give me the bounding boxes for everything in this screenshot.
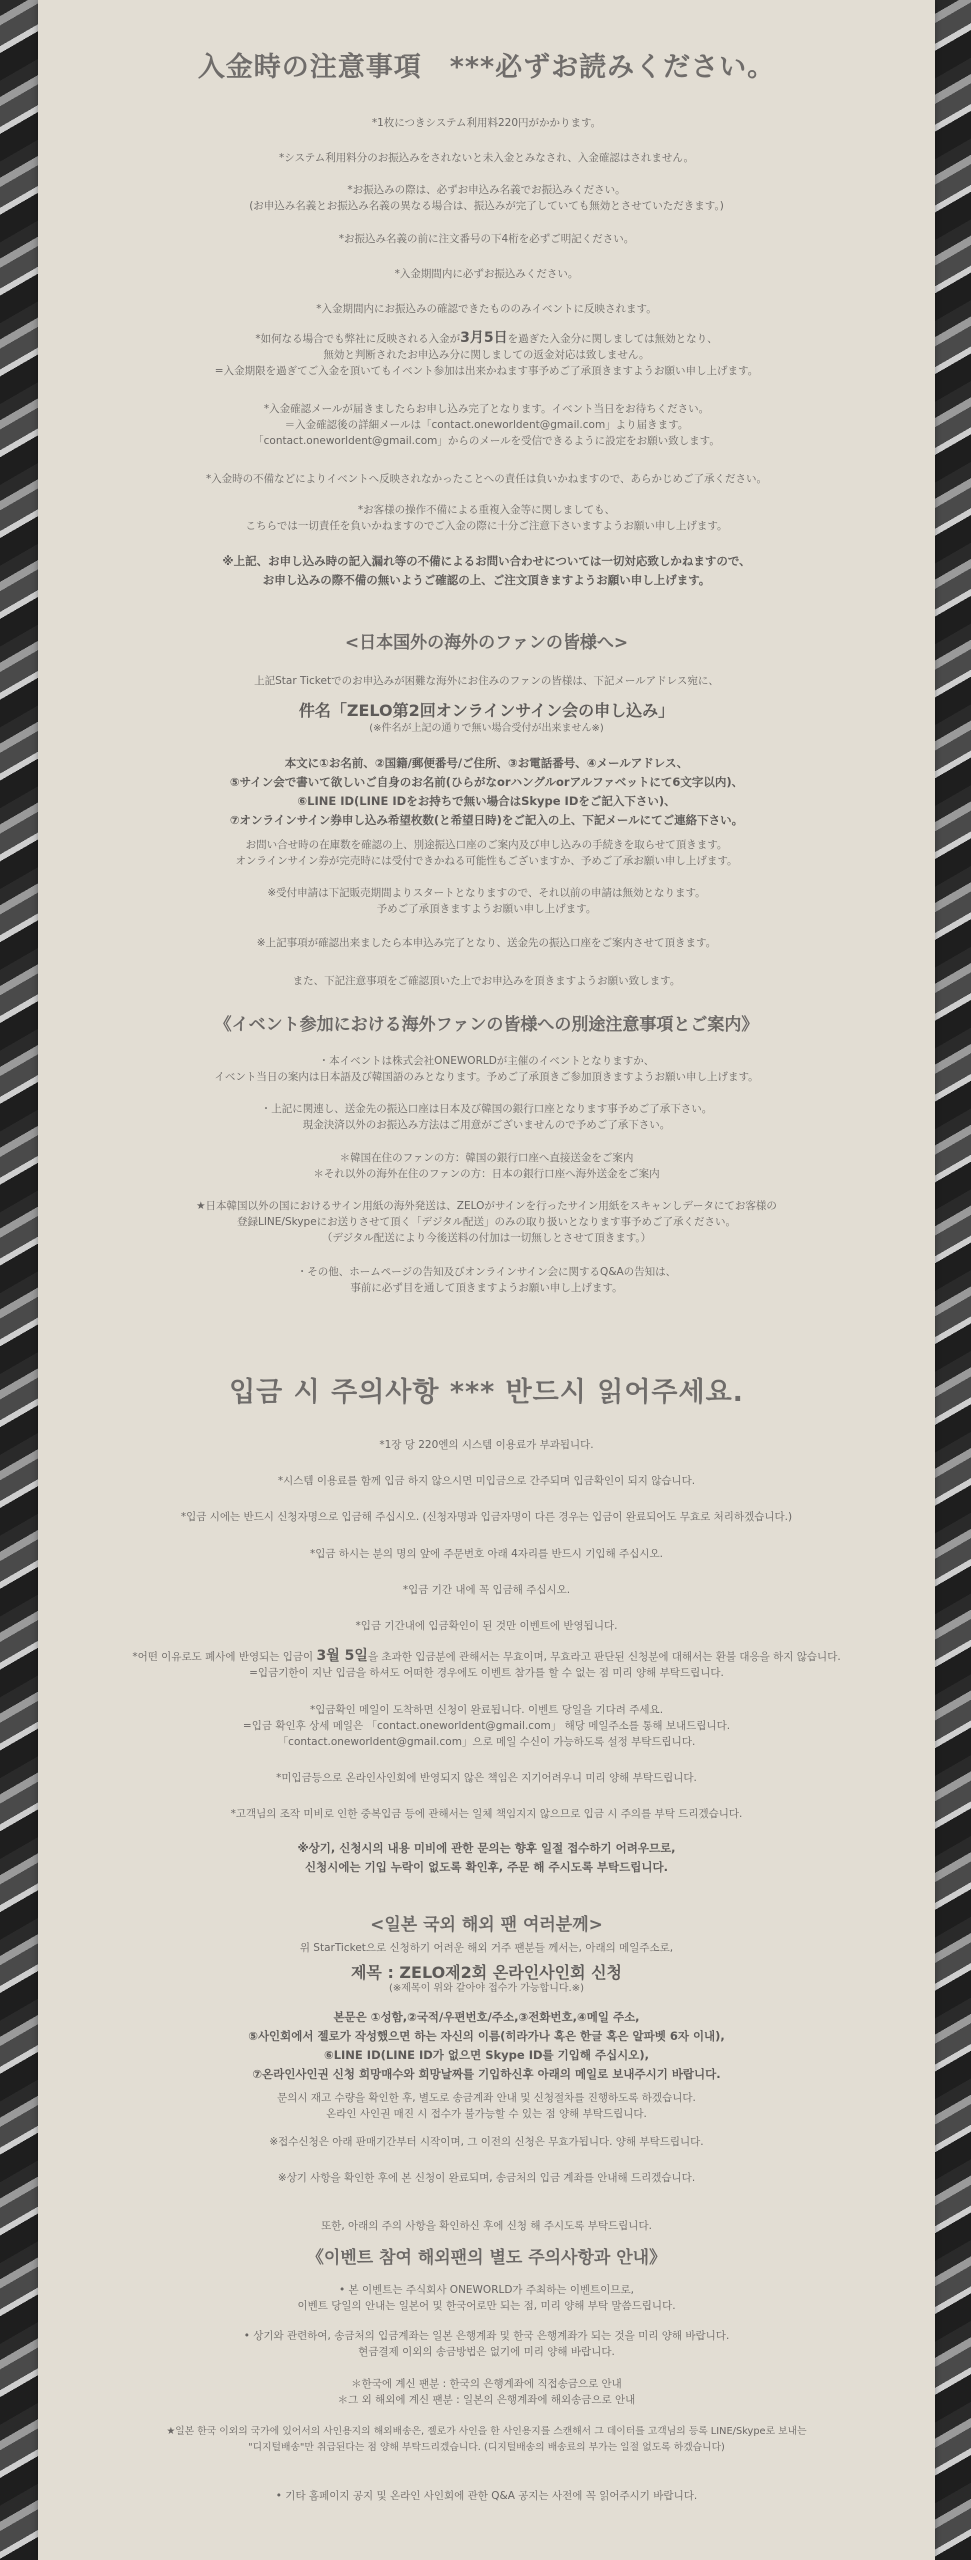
kr-p3-block [38, 1509, 935, 1525]
jp-p7-pre: *如何なる場合でも弊社に反映される入金が [255, 333, 461, 345]
jp-p7-post: を過ぎた入金分に関しましては無効となり、 無効と判断されたお申込み分に関しましての返金対応は致しません。 =入金期限を過ぎてご入金を頂いてもイベント参加は出来かねます事予めご了承頂きますようお願い申し上げます。 [214, 333, 759, 377]
kr-p2-block [38, 1473, 935, 1489]
jp-e3: ＊韓国在住のファンの方：韓国の銀行口座へ直接送金をご案内 ＊それ以外の海外在住のファンの方：日本の銀行口座へ海外送金をご案内 [313, 1152, 660, 1180]
jp-e3-block [38, 1150, 935, 1182]
jp-p8-block [38, 401, 935, 449]
jp-overseas-title: <日本国外の海外のファンの皆様へ> [344, 633, 629, 653]
jp-p8: *入金確認メールが届きましたらお申し込み完了となります。イベント当日をお待ちください。 ＝入金確認後の詳細メールは「contact.oneworldent@gmail.com」より届きます。 「contact.oneworldent@gmail.com」からのメールを受信できるように設定をお願い致します。 [253, 403, 720, 447]
jp-e2: ・上記に関連し、送金先の振込口座は日本及び韓国の銀行口座となります事予めご了承下さい。 現金決済以外のお振込み方法はご用意がございませんので予めご了承下さい。 [260, 1103, 713, 1131]
jp-o1: 上記Star Ticketでのお申込みが困難な海外にお住みのファンの皆様は、下記メールアドレス宛に、 [254, 675, 719, 687]
kr-o1: 위 StarTicket으로 신청하기 어려운 해외 거주 팬분들 께서는, 아래의 메일주소로, [299, 1942, 674, 1954]
kr-p10: *고객님의 조작 미비로 인한 중복입금 등에 관해서는 일체 책임지지 않으므로 입금 시 주의를 부탁 드리겠습니다. [230, 1808, 743, 1820]
jp-e4-block [38, 1198, 935, 1246]
jp-e5: ・その他、ホームページの告知及びオンラインサイン会に関するQ&Aの告知は、 事前に必ず目を通して頂きますようお願い申し上げます。 [296, 1266, 677, 1294]
jp-o6: ※受付申請は下記販売期間よりスタートとなりますので、それ以前の申請は無効となります。 予めご了承頂きますようお願い申し上げます。 [267, 887, 706, 915]
kr-o3-block [38, 1982, 935, 1996]
kr-e4-block [38, 2424, 935, 2456]
kr-e5-block [38, 2488, 935, 2504]
background-texture-left [0, 0, 40, 2560]
kr-p7-block [38, 1648, 935, 1681]
jp-p2-block [38, 150, 935, 166]
kr-e2-block [38, 2328, 935, 2360]
jp-event-title-block [38, 1010, 935, 1035]
jp-o2-block [38, 698, 935, 721]
jp-e4: ★日本韓国以外の国におけるサイン用紙の海外発送は、ZELOがサインを行ったサイン用紙をスキャンしデータにてお客様の 登録LINE/Skypeにお送りさせて頂く「デジタル配送」のみの取り扱いとなります事予めご了承ください。 （デジタル配送により今後送料の付加は一切無しとさせて頂きます。） [196, 1200, 777, 1244]
jp-p9-block [38, 471, 935, 487]
jp-p11: ※上記、お申し込み時の記入漏れ等の不備によるお問い合わせについては一切対応致しかねますので、 お申し込みの際不備の無いようご確認の上、ご注文頂きますようお願い申し上げます。 [222, 554, 751, 587]
kr-overseas-title: <일본 국외 해외 팬 여러분께> [370, 1915, 603, 1935]
kr-e3: ＊한국에 계신 팬분 : 한국의 은행계좌에 직접송금으로 안내 ＊그 외 해외에 계신 팬분 : 일본의 은행계좌에 해외송금으로 안내 [337, 2378, 636, 2406]
jp-p7-date: 3月5日 [460, 330, 508, 346]
kr-p6-block [38, 1618, 935, 1634]
jp-p2: *システム利用料分のお振込みをされないと未入金とみなされ、入金確認はされません。 [279, 152, 694, 164]
notice-paper [38, 0, 935, 2560]
kr-o2-block [38, 1960, 935, 1983]
kr-p8-block [38, 1702, 935, 1750]
jp-p4-block [38, 231, 935, 247]
kr-p5: *입금 기간 내에 꼭 입금해 주십시오. [402, 1584, 571, 1596]
jp-o1-block [38, 673, 935, 689]
jp-p6: *入金期間内にお振込みの確認できたもののみイベントに反映されます。 [316, 303, 657, 315]
kr-p7-pre: *어떤 이유로도 폐사에 반영되는 입금이 [132, 1651, 317, 1663]
jp-p3: *お振込みの際は、必ずお申込み名義でお振込みください。 (お申込み名義とお振込み名義の異なる場合は、振込みが完了していても無効とさせていただきます。) [249, 184, 724, 212]
jp-e2-block [38, 1101, 935, 1133]
kr-o2: 제목 : ZELO제2회 온라인사인회 신청 [350, 1963, 623, 1982]
jp-event-title: 《イベント参加における海外ファンの皆様への別途注意事項とご案内》 [214, 1015, 759, 1035]
jp-o7-block [38, 935, 935, 951]
jp-p7-block [38, 330, 935, 379]
jp-o3: (※件名が上記の通りで無い場合受付が出来ません※) [369, 723, 604, 734]
jp-o8-block [38, 973, 935, 989]
kr-p2: *시스템 이용료를 함께 입금 하지 않으시면 미입금으로 간주되며 입금확인이 되지 않습니다. [277, 1475, 696, 1487]
kr-p7 [38, 1648, 935, 1681]
kr-p7-post: 을 초과한 입금분에 관해서는 무효이며, 무효라고 판단된 신청분에 대해서는 환불 대응을 하지 않습니다. =입금기한이 지난 입금을 하셔도 어떠한 경우에도 이벤트 참가를 할 수 없는 점 미리 양해 부탁드립니다. [249, 1651, 841, 1679]
kr-e2: • 상기와 관련하여, 송금처의 입금계좌는 일본 은행계좌 및 한국 은행계좌가 되는 것을 미리 양해 바랍니다. 현금결제 이외의 송금방법은 없기에 미리 양해 바랍니다. [243, 2330, 730, 2358]
kr-e1-block [38, 2282, 935, 2314]
jp-p10: *お客様の操作不備による重複入金等に関しましても、 こちらでは一切責任を負いかねますのでご入金の際に十分ご注意下さいますようお願い申し上げます。 [245, 504, 728, 532]
kr-overseas-title-block [38, 1910, 935, 1935]
jp-p7 [38, 330, 935, 379]
kr-p4: *입금 하시는 분의 명의 앞에 주문번호 아래 4자리를 반드시 기입해 주십시오. [310, 1548, 663, 1560]
kr-p3: *입금 시에는 반드시 신청자명으로 입금해 주십시오. (신청자명과 입금자명이 다른 경우는 입금이 완료되어도 무효로 처리하겠습니다.) [180, 1511, 793, 1523]
kr-p11-block [38, 1839, 935, 1877]
kr-o7: ※상기 사항을 확인한 후에 본 신청이 완료되며, 송금처의 입금 계좌를 안내해 드리겠습니다. [277, 2172, 696, 2184]
jp-p1-block [38, 115, 935, 131]
jp-p3-block [38, 182, 935, 214]
jp-o7: ※上記事項が確認出来ましたら本申込み完了となり、送金先の振込口座をご案内させて頂きます。 [256, 937, 717, 949]
kr-o4-block [38, 2008, 935, 2084]
kr-event-title-block [38, 2243, 935, 2268]
jp-p11-block [38, 552, 935, 590]
kr-e4: ★일본 한국 이외의 국가에 있어서의 사인용지의 해외배송은, 젤로가 사인을 한 사인용지를 스캔해서 그 데이터를 고객님의 등록 LINE/Skype로 보내는 "디지털배송"만 취급된다는 점 양해 부탁드리겠습니다. (디지털배송의 배송료의 부가는 일절 없도록 하겠습니다) [166, 2426, 807, 2453]
jp-p5: *入金期間内に必ずお振込みください。 [394, 268, 579, 280]
jp-p6-block [38, 301, 935, 317]
kr-o6: ※접수신청은 아래 판매기간부터 시작이며, 그 이전의 신청은 무효가됩니다. 양해 부탁드립니다. [269, 2136, 704, 2148]
kr-p10-block [38, 1806, 935, 1822]
kr-o8-block [38, 2218, 935, 2234]
kr-p9: *미입금등으로 온라인사인회에 반영되지 않은 책임은 지기어려우니 미리 양해 부탁드립니다. [276, 1772, 697, 1784]
kr-e1: • 본 이벤트는 주식회사 ONEWORLD가 주최하는 이벤트이므로, 이벤트 당일의 안내는 일본어 및 한국어로만 되는 점, 미리 양해 부탁 말씀드립니다. [297, 2284, 676, 2312]
jp-overseas-title-block [38, 628, 935, 653]
jp-e1-block [38, 1053, 935, 1085]
jp-o4-block [38, 754, 935, 830]
kr-p6: *입금 기간내에 입금확인이 된 것만 이벤트에 반영됩니다. [355, 1620, 618, 1632]
kr-o4: 본문은 ①성함,②국적/우편번호/주소,③전화번호,④메일 주소, ⑤사인회에서 젤로가 작성했으면 하는 자신의 이름(히라가나 혹은 한글 혹은 알파벳 6자 이내), ⑥LINE ID(LINE ID가 없으면 Skype ID를 기입해 주십시오), ⑦온라인사인권 신청 희망매수와 희망날짜를 기입하신후 아래의 메일로 보내주시기 바랍니다. [248, 2010, 725, 2081]
kr-title-block [38, 1370, 935, 1409]
kr-title: 입금 시 주의사항 *** 반드시 읽어주세요. [229, 1377, 744, 1408]
kr-o1-block [38, 1940, 935, 1956]
kr-o6-block [38, 2134, 935, 2150]
kr-p5-block [38, 1582, 935, 1598]
kr-o7-block [38, 2170, 935, 2186]
kr-p1-block [38, 1437, 935, 1453]
kr-p9-block [38, 1770, 935, 1786]
jp-o5: お問い合せ時の在庫数を確認の上、別途振込口座のご案内及び申し込みの手続きを取らせて頂きます。 オンラインサイン券が完売時には受付できかねる可能性もございますか、予めご了承お願い申し上げます。 [235, 839, 738, 867]
kr-o5: 문의시 재고 수량을 확인한 후, 별도로 송금계좌 안내 및 신청절차를 진행하도록 하겠습니다. 온라인 사인권 매진 시 접수가 불가능할 수 있는 점 양해 부탁드립니다. [277, 2092, 696, 2120]
jp-title: 入金時の注意事項 ***必ずお読みください。 [197, 52, 776, 83]
kr-o8: 또한, 아래의 주의 사항을 확인하신 후에 신청 해 주시도록 부탁드립니다. [321, 2220, 652, 2232]
kr-event-title: 《이벤트 참여 해외팬의 별도 주의사항과 안내》 [306, 2248, 667, 2268]
jp-o8: また、下記注意事項をご確認頂いた上でお申込みを頂きますようお願い致します。 [292, 975, 681, 987]
jp-o3-block [38, 722, 935, 736]
jp-o5-block [38, 837, 935, 869]
kr-p4-block [38, 1546, 935, 1562]
jp-o2: 件名「ZELO第2回オンラインサイン会の申し込み」 [298, 701, 675, 720]
kr-o3: (※제목이 위와 같아야 접수가 가능합니다.※) [388, 1983, 584, 1994]
kr-p11: ※상기, 신청시의 내용 미비에 관한 문의는 향후 일절 접수하기 어려우므로, 신청시에는 기입 누락이 없도록 확인후, 주문 해 주시도록 부탁드립니다. [297, 1841, 676, 1874]
kr-p8: *입금확인 메일이 도착하면 신청이 완료됩니다. 이벤트 당일을 기다려 주세요. =입금 확인후 상세 메일은 「contact.oneworldent@gmail.com」 해당 메일주소를 통해 보내드립니다. 「contact.oneworldent@gmail.com」으로 메일 수신이 가능하도록 설정 부탁드립니다. [242, 1704, 731, 1748]
kr-p1: *1장 당 220엔의 시스템 이용료가 부과됩니다. [379, 1439, 594, 1451]
kr-p7-date: 3월 5일 [316, 1648, 368, 1664]
kr-o5-block [38, 2090, 935, 2122]
jp-p4: *お振込み名義の前に注文番号の下4桁を必ずご明記ください。 [338, 233, 635, 245]
jp-p5-block [38, 266, 935, 282]
kr-e5: • 기타 홈페이지 공지 및 온라인 사인회에 관한 Q&A 공지는 사전에 꼭 읽어주시기 바랍니다. [275, 2490, 698, 2502]
jp-p1: *1枚につきシステム利用料220円がかかります。 [371, 117, 602, 129]
kr-e3-block [38, 2376, 935, 2408]
jp-o4: 本文に①お名前、②国籍/郵便番号/ご住所、③お電話番号、④メールアドレス、 ⑤サイン会で書いて欲しいご自身のお名前(ひらがなorハングルorアルファベットにて6文字以内)、 ⑥LINE ID(LINE IDをお持ちで無い場合はSkype IDをご記入下さい)、 ⑦オンラインサイン券申し込み希望枚数(と希望日時)をご記入の上、下記メールにてご連絡下さい。 [229, 756, 744, 827]
jp-e5-block [38, 1264, 935, 1296]
jp-title-block [38, 45, 935, 84]
jp-p9: *入金時の不備などによりイベントへ反映されなかったことへの責任は負いかねますので、あらかじめご了承ください。 [205, 473, 768, 485]
background-texture-right [931, 0, 971, 2560]
jp-p10-block [38, 502, 935, 534]
jp-o6-block [38, 885, 935, 917]
jp-e1: ・本イベントは株式会社ONEWORLDが主催のイベントとなりますか、 イベント当日の案内は日本語及び韓国語のみとなります。予めご了承頂きご参加頂きますようお願い申し上げます。 [214, 1055, 759, 1083]
